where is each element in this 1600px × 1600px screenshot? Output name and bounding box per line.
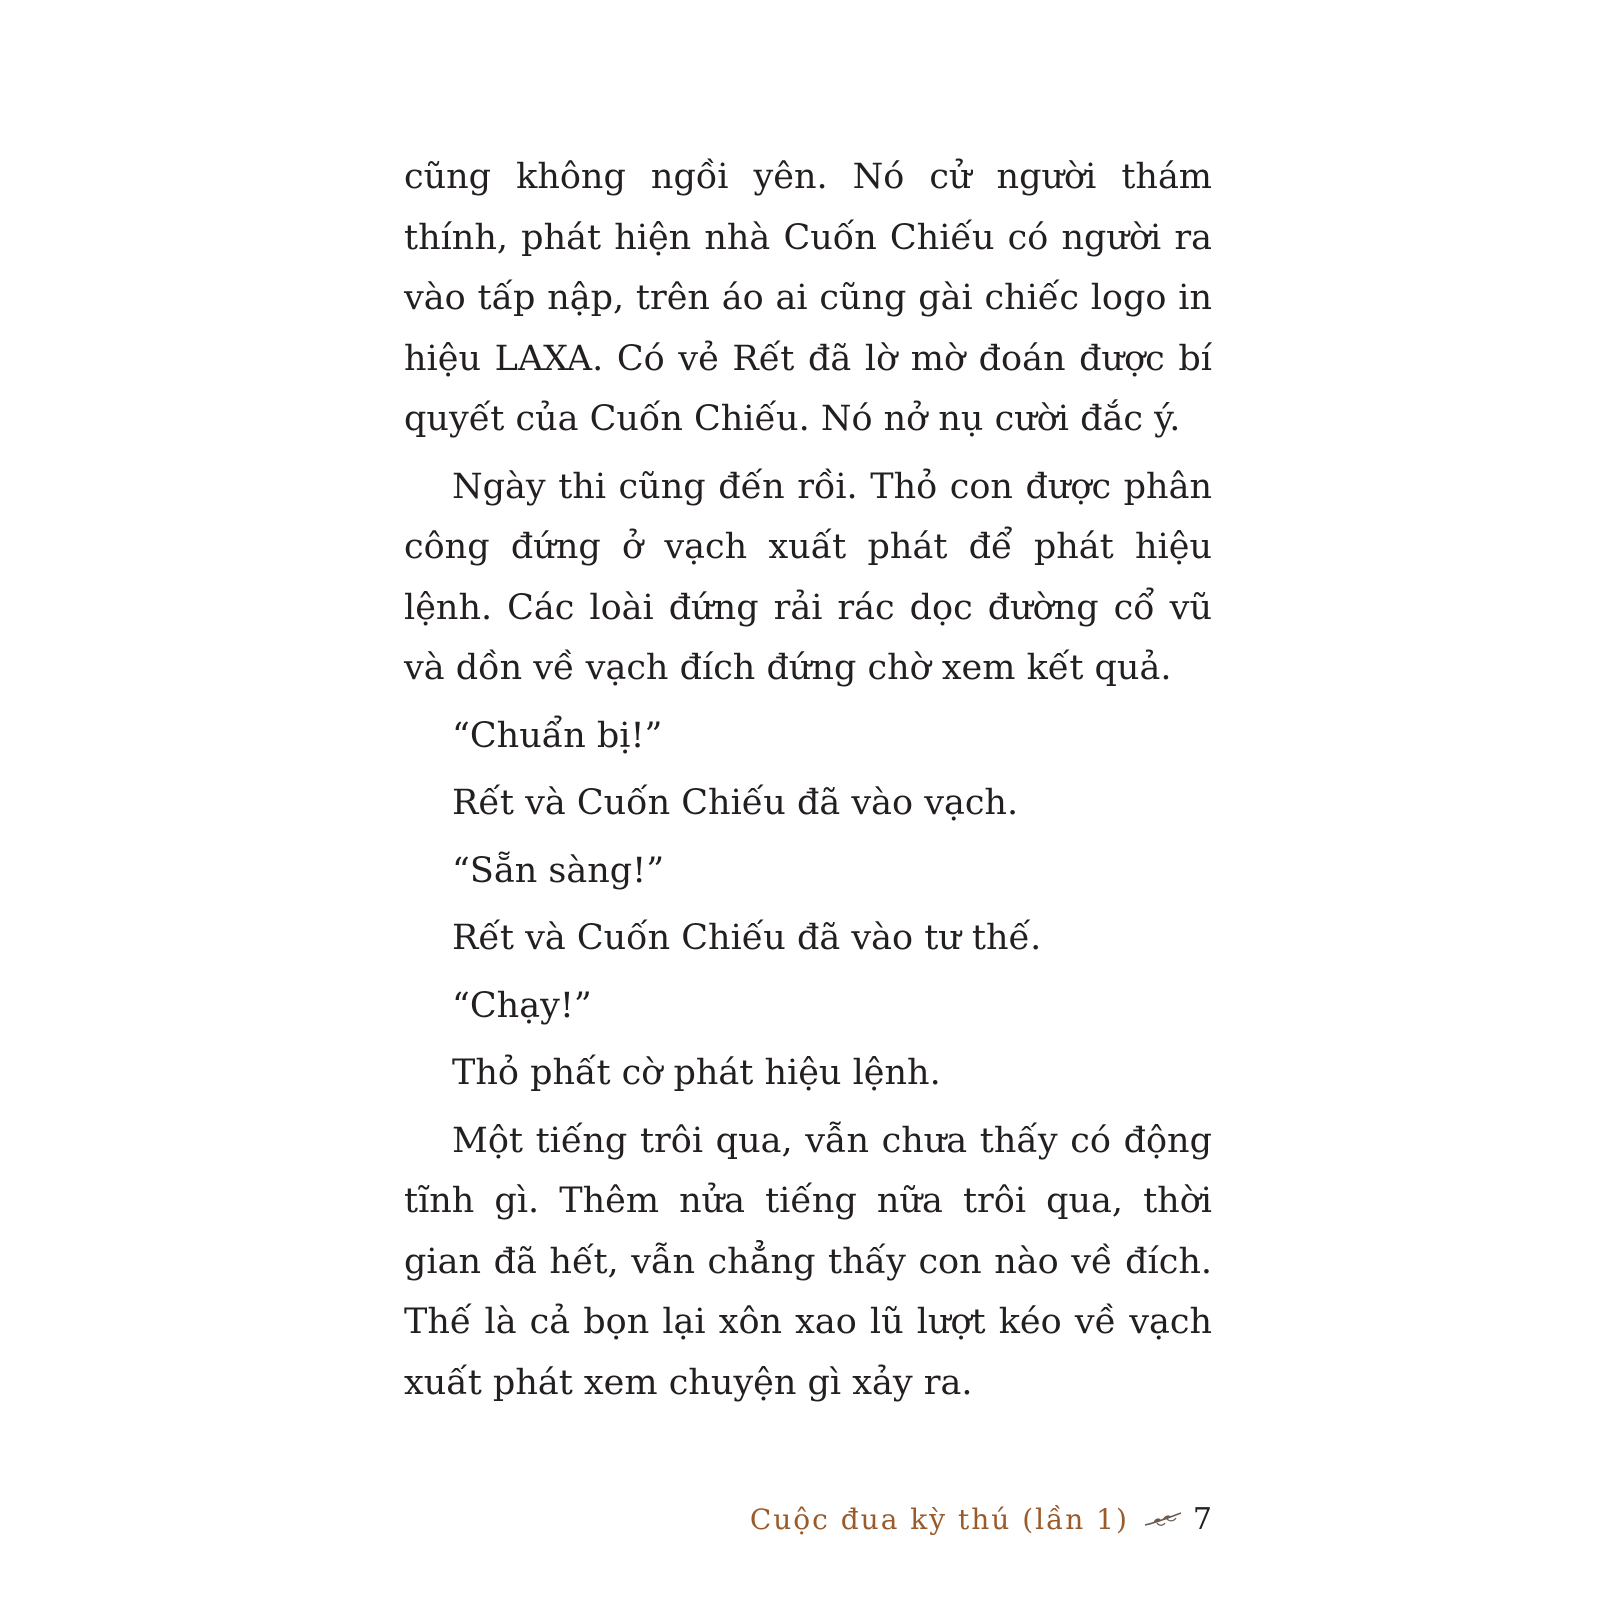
paragraph-continuation: cũng không ngồi yên. Nó cử người thám thính, phát hiện nhà Cuốn Chiếu có người ra vào tấp nập, trên áo ai cũng gài chiếc logo in hiệu LAXA. Có vẻ Rết đã lờ mờ đoán được bí quyết của Cuốn Chiếu. Nó nở nụ cười đắc ý. [404,157,1212,439]
running-title: Cuộc đua kỳ thú (lần 1) [749,1502,1129,1536]
paragraph-time-passes: Một tiếng trôi qua, vẫn chưa thấy có động tĩnh gì. Thêm nửa tiếng nữa trôi qua, thời gian đã hết, vẫn chẳng thấy con nào về đích. Thế là cả bọn lại xôn xao lũ lượt kéo về vạch xuất phát xem chuyện gì xảy ra. [404,1120,1212,1403]
page-footer [750,1499,1212,1539]
body-text [404,147,1212,1420]
dialogue-set: “Sẵn sàng!” [452,850,665,891]
page-number: 7 [1192,1501,1212,1537]
dialogue-ready: “Chuẩn bị!” [452,715,663,756]
leaf-ornament-icon [1143,1509,1183,1529]
paragraph-flag: Thỏ phất cờ phát hiệu lệnh. [452,1053,941,1093]
dialogue-go: “Chạy!” [452,985,592,1026]
paragraph-race-day: Ngày thi cũng đến rồi. Thỏ con được phân công đứng ở vạch xuất phát để phát hiệu lệnh. Các loài đứng rải rác dọc đường cổ vũ và dồn về vạch đích đứng chờ xem kết quả. [404,466,1212,688]
paragraph-in-position: Rết và Cuốn Chiếu đã vào tư thế. [452,918,1042,958]
paragraph-into-line: Rết và Cuốn Chiếu đã vào vạch. [452,783,1019,823]
